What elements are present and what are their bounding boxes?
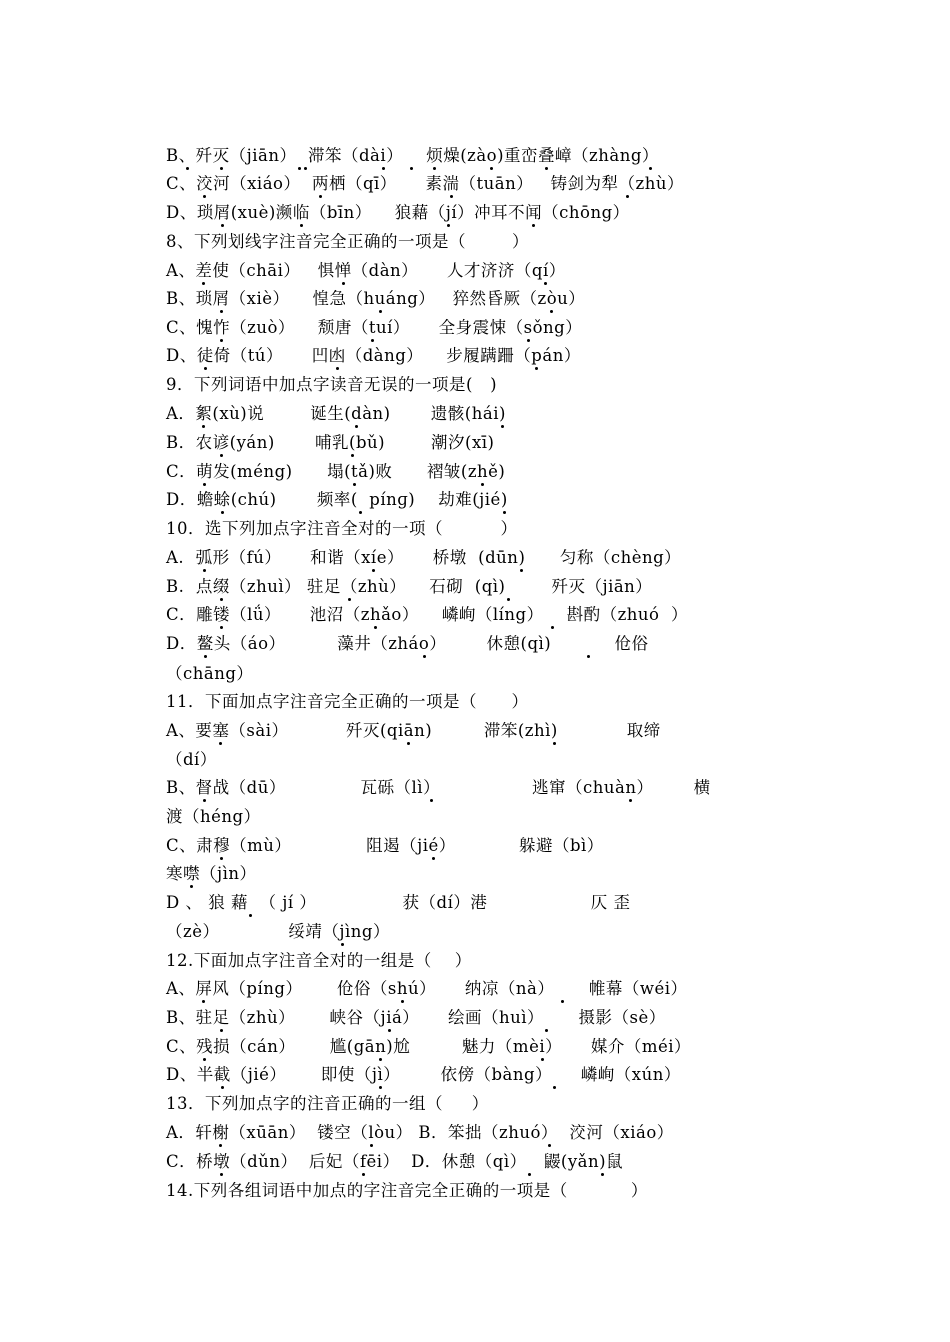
text-line: （dí）	[166, 750, 217, 769]
text-line: B. 点缀（zhuì） 驻足（zhù） 石砌 (qì) 歼灭（jiān）	[166, 577, 653, 596]
emphasis-char: 徒	[196, 346, 214, 365]
emphasis-char: t	[368, 318, 376, 337]
emphasis-char: 蜍	[213, 490, 231, 509]
text-line: A、要塞（sài） 歼灭(qiān) 滞笨(zhì) 取缔	[166, 721, 661, 740]
emphasis-char: 湍	[442, 174, 460, 193]
emphasis-char: 差	[195, 261, 213, 280]
text-line: D、琐屑(xuè)濒临（bīn） 狼藉（jí）冲耳不闻（chōng）	[166, 203, 630, 222]
text-line: 渡（héng）	[166, 807, 261, 826]
emphasis-char: 屏	[195, 979, 213, 998]
text-line: （zè） 绥靖（jìng）	[166, 922, 390, 941]
emphasis-char: p	[531, 346, 543, 365]
text-line: C．萌发(méng) 塌(tǎ)败 褶皱(zhě)	[166, 462, 506, 481]
emphasis-char: 墩	[213, 1152, 231, 1171]
emphasis-char: 塞	[212, 721, 230, 740]
emphasis-char: 凼	[328, 346, 346, 365]
emphasis-char: h	[396, 979, 409, 998]
emphasis-char: 怍	[213, 318, 231, 337]
emphasis-char: )	[518, 548, 526, 567]
emphasis-char: u	[374, 289, 386, 308]
emphasis-char: l	[368, 1123, 375, 1142]
emphasis-char: （	[340, 577, 358, 596]
emphasis-char	[549, 605, 555, 625]
text-line: （chāng）	[166, 664, 254, 683]
emphasis-char: d	[351, 404, 363, 423]
emphasis-char: ）	[423, 778, 441, 797]
text-line: B、督战（dū） 瓦砾（lì） 逃窜（chuàn） 横	[166, 778, 711, 797]
emphasis-char: 榭	[212, 1123, 230, 1142]
emphasis-char: j	[445, 203, 452, 222]
text-line: A．轩榭（xūān） 镂空（lòu） B．笨拙（zhuó） 洨河（xiáo）	[166, 1123, 674, 1142]
text-line: 14.下列各组词语中加点的字注音完全正确的一项是（ ）	[166, 1181, 648, 1200]
text-line: B、歼灭（jiān） 滞笨（dài） 烦燥(zào)重峦叠嶂（zhàng）	[166, 146, 659, 165]
emphasis-char: é	[428, 836, 439, 855]
emphasis-char: h	[369, 605, 382, 624]
emphasis-char: 烦	[426, 146, 444, 165]
text-line: 寒噤（jìn）	[166, 864, 257, 883]
emphasis-char: ā	[403, 721, 415, 740]
emphasis-char: （	[618, 174, 636, 193]
emphasis-char: 灭	[212, 146, 230, 165]
emphasis-char	[409, 146, 415, 166]
emphasis-char: 督	[195, 778, 213, 797]
emphasis-char: 惮	[334, 261, 352, 280]
emphasis-char: )	[500, 490, 508, 509]
emphasis-char: n	[625, 778, 637, 797]
emphasis-char	[358, 490, 364, 510]
emphasis-char: 两	[311, 174, 329, 193]
emphasis-char: )	[498, 404, 506, 423]
text-line: D．蟾蜍(chú) 频率( pínɡ) 劫难(jié)	[166, 490, 508, 509]
emphasis-char: 镂	[213, 605, 231, 624]
text-line: C、愧怍（zuò） 颓唐（tuí） 全身震悚（sǒng）	[166, 318, 583, 337]
text-line: D、徒倚（tú） 凹凼（dàng） 步履蹒跚（pán）	[166, 346, 581, 365]
text-line: C．桥墩（dǔn） 后妃（fēi） D．休憩（qì） 鼹(yǎn)鼠	[166, 1152, 624, 1171]
emphasis-char: )	[550, 721, 558, 740]
text-line: 9．下列词语中加点字读音无误的一项是( )	[166, 375, 498, 394]
text-line: C、肃穆（mù） 阻遏（jié） 躲避（bì）	[166, 836, 604, 855]
emphasis-char	[544, 1008, 550, 1028]
emphasis-char: 屑	[212, 289, 230, 308]
text-line: A. 弧形（fú） 和谐（xíe） 桥墩 (dūn) 匀称（chèng）	[166, 548, 682, 567]
emphasis-char: 洨	[196, 174, 214, 193]
text-line: D、半截（jié） 即使（jì） 依傍（bàng） 嶙峋（xún）	[166, 1065, 681, 1084]
emphasis-char	[586, 634, 592, 654]
text-line: C、残损（cán） 尴(gān)尬 魅力（mèi） 媒介（méi）	[166, 1037, 692, 1056]
text-line: D．鳌头（áo） 藻井（zháo） 休憩(qì) 伧俗	[166, 634, 649, 653]
emphasis-char: ）	[540, 1123, 558, 1142]
emphasis-char: i	[380, 146, 387, 165]
emphasis-char: 穆	[213, 836, 231, 855]
emphasis-char: o	[486, 146, 498, 165]
emphasis-char: 谚	[212, 433, 230, 452]
text-line: 11．下面加点字注音完全正确的一项是（ ）	[166, 692, 529, 711]
emphasis-char: 屑	[213, 203, 231, 222]
emphasis-char: (	[349, 433, 356, 452]
emphasis-char	[560, 979, 566, 999]
emphasis-char	[527, 1152, 533, 1172]
emphasis-char: 叠	[538, 146, 556, 165]
text-line: B．农谚(yán) 哺乳(bǔ) 潮汐(xī)	[166, 433, 495, 452]
emphasis-char: )	[599, 1152, 607, 1171]
emphasis-char: 残	[196, 1037, 214, 1056]
text-line: 10．选下列加点字注音全对的一项（ ）	[166, 519, 518, 538]
emphasis-char	[505, 577, 511, 597]
emphasis-char: í	[542, 261, 549, 280]
emphasis-char: j	[339, 922, 346, 941]
emphasis-char: ）	[641, 146, 659, 165]
emphasis-char: í	[370, 548, 377, 567]
emphasis-char: 临	[292, 203, 310, 222]
text-line: B、琐屑（xiè） 惶急（huáng） 猝然昏厥（zòu）	[166, 289, 586, 308]
text-line: A、屏风（píng） 伧俗（shú） 纳凉（nà） 帷幕（wéi）	[166, 979, 688, 998]
text-line: C、洨河（xiáo） 两栖（qī） 素湍（tuān） 铸剑为犁（zhù）	[166, 174, 684, 193]
emphasis-char: t	[351, 462, 359, 481]
emphasis-char: h	[477, 462, 489, 481]
emphasis-char	[248, 893, 254, 913]
emphasis-char: 萌	[196, 462, 214, 481]
text-line: 13．下列加点字的注音正确的一组（ ）	[166, 1094, 489, 1113]
emphasis-char: 、	[178, 146, 196, 165]
emphasis-char: i	[539, 1037, 546, 1056]
emphasis-char: 鳌	[196, 634, 214, 653]
text-line: D 、 狼 藉 （ jí ） 获（dí）港 仄 歪	[166, 893, 631, 912]
text-line: 12.下面加点字注音全对的一组是（ ）	[166, 951, 472, 970]
emphasis-char: 絮	[195, 404, 213, 423]
emphasis-char: 弧	[195, 548, 213, 567]
text-line: A．絮(xù)说 诞生(dàn) 遗骸(hái)	[166, 404, 506, 423]
emphasis-char: s	[523, 318, 533, 337]
emphasis-char: 截	[213, 1065, 231, 1084]
emphasis-char: 噤	[183, 864, 200, 883]
emphasis-char: i	[386, 1008, 392, 1027]
text-line: B、驻足（zhù） 峡谷（jiá） 绘画（huì） 摄影（sè）	[166, 1008, 666, 1027]
text-line: 8、下列划线字注音完全正确的一项是（ ）	[166, 232, 529, 251]
text-line: A、差使（chāi） 惧惮（dàn） 人才济济（qí）	[166, 261, 566, 280]
emphasis-char	[302, 146, 308, 166]
emphasis-char: o	[418, 634, 430, 653]
emphasis-char: f	[359, 1152, 367, 1171]
emphasis-char: 足	[212, 1008, 230, 1027]
emphasis-char: ò	[546, 289, 558, 308]
emphasis-char: n	[375, 1037, 387, 1056]
emphasis-char: 闻	[525, 203, 543, 222]
emphasis-char: 缀	[212, 577, 230, 596]
emphasis-char: ì	[377, 1065, 384, 1084]
text-line: C．雕镂（lǘ） 池沼（zhǎo） 嶙峋（líng） 斟酌（zhuó ）	[166, 605, 688, 624]
emphasis-char	[552, 1065, 558, 1085]
